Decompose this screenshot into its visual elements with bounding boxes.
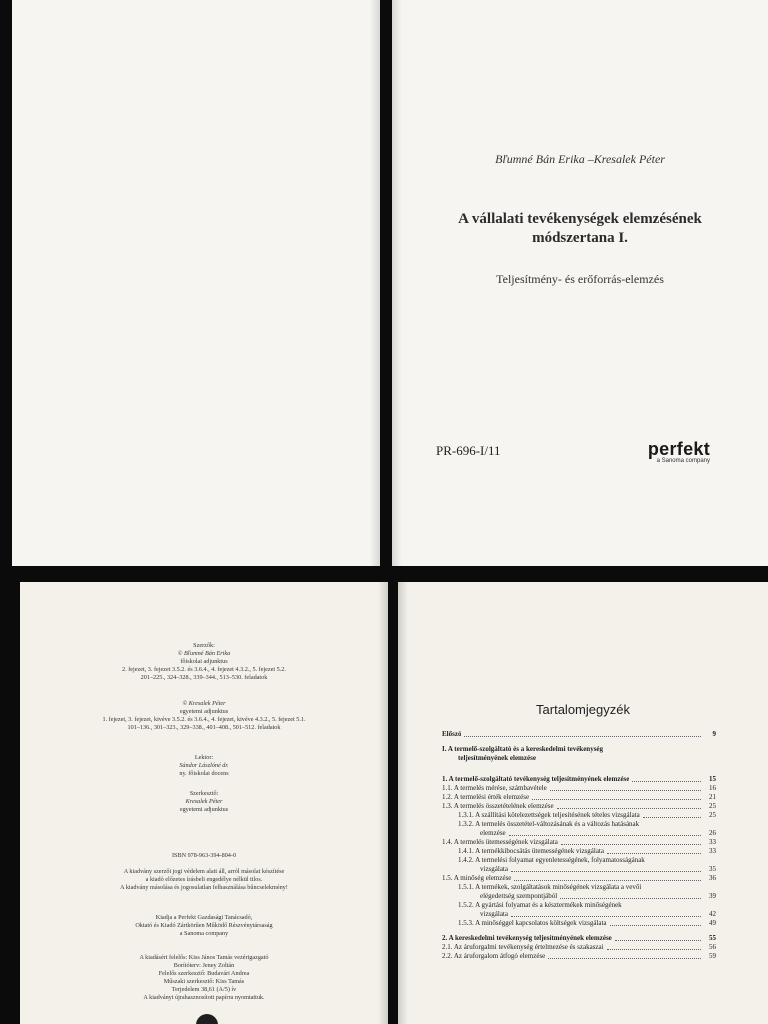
lektor-role: ny. főiskolai docens: [179, 770, 229, 777]
toc-entry-page: 21: [709, 793, 716, 801]
toc-entry-page: 55: [709, 934, 716, 942]
toc-entry-label: elemzése: [480, 829, 506, 837]
toc-entry-label: 1.3.1. A szállítási kötelezettségek teljesítésének tételes vizsgálata: [458, 811, 640, 819]
copyright-notice: [20, 868, 388, 892]
editor-role: egyetemi adjunktus: [179, 806, 229, 813]
toc-entry: [442, 784, 716, 793]
toc-entry-label: vizsgálata: [480, 910, 508, 918]
responsibility-block: [20, 954, 388, 1002]
toc-heading: Tartalomjegyzék: [536, 702, 630, 717]
book-subtitle: Teljesítmény- és erőforrás-elemzés: [496, 272, 664, 286]
lektor-block: [20, 754, 388, 778]
book-title-line: A vállalati tevékenységek elemzésének: [458, 211, 702, 227]
toc-entry-page: 33: [709, 847, 716, 855]
title-page: [392, 0, 768, 566]
toc-entry-label: 1. A termelő-szolgáltató tevékenység teljesítményének elemzése: [442, 775, 630, 783]
toc-entry-page: 59: [709, 952, 716, 960]
toc-entry: [442, 820, 716, 829]
toc-entry-label: 1.3. A termelés összetételének elemzése: [442, 802, 554, 810]
toc-entry-label: 1.1. A termelés mérése, számbavétele: [442, 784, 547, 792]
toc-entry: [442, 745, 716, 754]
toc-entry-label: 1.5.2. A gyártási folyamat és a késztermékek minőségének: [458, 901, 622, 909]
publisher-line: a Sanoma company: [179, 930, 229, 937]
authors-heading: Szerzők:: [193, 642, 215, 649]
toc-entry-page: 39: [709, 892, 716, 900]
toc-entry-label: 1.3.2. A termelés összetétel-változásának és a változás hatásának: [458, 820, 640, 828]
toc-entry-page: 25: [709, 802, 716, 810]
toc-entry-page: 35: [709, 865, 716, 873]
book-title: [392, 210, 768, 248]
editor-heading: Szerkesztő:: [189, 790, 219, 797]
blank-page: [12, 0, 380, 566]
responsibility-line: Felelős szerkesztő: Budavári Andrea: [158, 970, 250, 977]
toc-entry-label: Előszó: [442, 730, 462, 738]
editor-name: Kresalek Péter: [185, 798, 223, 805]
editor-block: [20, 790, 388, 814]
toc-entry: [442, 775, 716, 784]
toc-entry-label: 1.5.3. A minőséggel kapcsolatos költségek vizsgálata: [458, 919, 607, 927]
toc-entry: [442, 892, 716, 901]
toc-entry: [442, 838, 716, 847]
toc-entry-label: 1.4. A termelés ütemességének vizsgálata: [442, 838, 558, 846]
toc-entry-label: 2.2. Az áruforgalom átfogó elemzése: [442, 952, 546, 960]
toc-entry-label: I. A termelő-szolgáltató és a kereskedelmi tevékenység: [442, 745, 604, 753]
lektor-heading: Lektor:: [194, 754, 214, 761]
publisher-block: [20, 914, 388, 938]
responsibility-line: A kiadványt újrahasznosított papírra nyomtattuk.: [143, 994, 265, 1001]
publisher-line: Oktató és Kiadó Zártkörűen Működő Részvénytársaság: [135, 922, 273, 929]
publisher-logo: [648, 440, 710, 464]
toc-entry-label: 2. A kereskedelmi tevékenység teljesítményének elemzése: [442, 934, 612, 942]
printer-logo-icon: [196, 1014, 218, 1024]
copyright-line: A kiadvány szerzői jogi védelem alatt áll, arról másolat készítése: [123, 868, 285, 875]
copyright-line: a kiadó előzetes írásbeli engedélye nélkül tilos.: [145, 876, 263, 883]
toc-entry-label: 1.4.1. A termékkibocsátás ütemességének vizsgálata: [458, 847, 604, 855]
toc-entry: [442, 856, 716, 865]
toc-entry: [442, 802, 716, 811]
toc-entry-page: 9: [712, 730, 716, 738]
authors: Bľumné Bán Erika –Kresalek Péter: [495, 152, 665, 166]
toc-entry-label: elégedettség szempontjából: [480, 892, 558, 900]
author-chapters: 201–225., 324–328., 339–344., 513–530. feladatok: [140, 674, 268, 681]
toc-entry: [442, 865, 716, 874]
author-name: © Kresalek Péter: [182, 700, 226, 707]
toc-entry-page: 36: [709, 874, 716, 882]
author-role: főiskolai adjunktus: [180, 658, 228, 665]
toc-entry-page: 42: [709, 910, 716, 918]
publisher-line: Kiadja a Perfekt Gazdasági Tanácsadó,: [155, 914, 253, 921]
toc-entry-label: teljesítményének elemzése: [458, 754, 536, 762]
toc-entry: [442, 829, 716, 838]
imprint-page: [20, 582, 388, 1024]
responsibility-line: A kiadásért felelős: Kiss János Tamás vezérigazgató: [139, 954, 269, 961]
author-chapters: 101–136., 301–323., 329–338., 401–408., 501–512. feladatok: [127, 724, 281, 731]
toc-entry: [442, 934, 716, 943]
toc-list: [442, 730, 716, 961]
toc-entry-label: 1.2. A termelési érték elemzése: [442, 793, 530, 801]
toc-entry-label: 1.5. A minőség elemzése: [442, 874, 512, 882]
toc-entry: [442, 919, 716, 928]
toc-entry-page: 15: [709, 775, 716, 783]
toc-entry-page: 56: [709, 943, 716, 951]
toc-entry: [442, 811, 716, 820]
author2-block: [20, 700, 388, 732]
author-role: egyetemi adjunktus: [179, 708, 229, 715]
toc-entry-page: 25: [709, 811, 716, 819]
toc-entry-page: 49: [709, 919, 716, 927]
toc-entry-label: 1.4.2. A termelési folyamat egyenletességének, folyamatosságának: [458, 856, 645, 864]
author-chapters: 2. fejezet, 3. fejezet 3.5.2. és 3.6.4., 4. fejezet 4.3.2., 5. fejezet 5.2.: [122, 666, 286, 673]
toc-entry: [442, 901, 716, 910]
responsibility-line: Terjedelem 38,61 (A/5) ív: [171, 986, 237, 993]
toc-entry-label: 2.1. Az áruforgalmi tevékenység értelmezése és szakaszai: [442, 943, 604, 951]
authors-block: [20, 642, 388, 682]
toc-entry-page: 33: [709, 838, 716, 846]
toc-entry: [442, 754, 716, 763]
responsibility-line: Borítóterv: Jeney Zoltán: [173, 962, 235, 969]
toc-entry: [442, 793, 716, 802]
author-name: © Bľumné Bán Erika: [177, 650, 231, 657]
isbn: ISBN 978-963-394-804-0: [171, 852, 237, 859]
publisher-name: perfekt: [647, 439, 710, 459]
toc-entry: [442, 952, 716, 961]
toc-entry-label: vizsgálata: [480, 865, 508, 873]
toc-entry: [442, 730, 716, 739]
page-gutter-shadow: [370, 0, 380, 566]
toc-entry: [442, 943, 716, 952]
toc-entry: [442, 874, 716, 883]
responsibility-line: Műszaki szerkesztő: Kiss Tamás: [163, 978, 245, 985]
publisher-tagline: a Sanoma company: [656, 458, 710, 464]
author-chapters: 1. fejezet, 3. fejezet, kivéve 3.5.2. és 3.6.4., 4. fejezet, kivéve 4.3.2., 5. fejezet 5.1.: [102, 716, 306, 723]
toc-entry: [442, 883, 716, 892]
product-code: PR-696-I/11: [436, 443, 501, 458]
copyright-line: A kiadvány másolása és jogosulatlan felhasználása bűncselekmény!: [120, 884, 288, 891]
page-gutter-shadow: [398, 582, 408, 1024]
lektor-name: Sándor Lászlóné dr.: [179, 762, 229, 769]
toc-entry: [442, 910, 716, 919]
book-title-line: módszertana I.: [532, 230, 628, 246]
toc-entry-page: 26: [709, 829, 716, 837]
toc-entry-page: 16: [709, 784, 716, 792]
toc-entry-label: 1.5.1. A termékek, szolgáltatások minőségének vizsgálata a vevői: [458, 883, 642, 891]
toc-page: [398, 582, 768, 1024]
toc-entry: [442, 847, 716, 856]
